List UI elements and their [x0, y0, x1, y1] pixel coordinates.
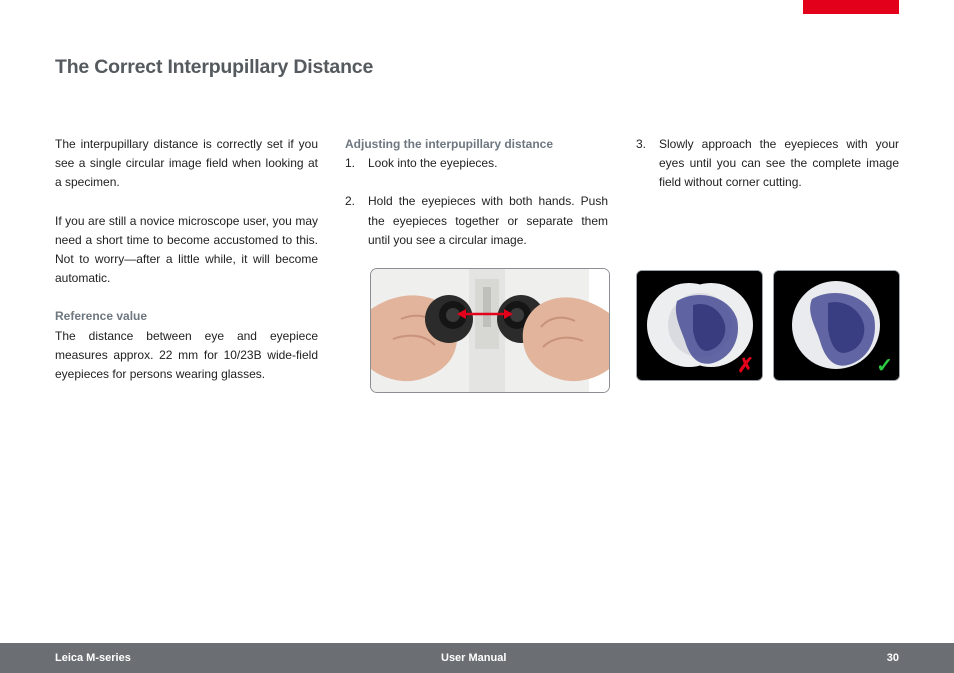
step-text: Hold the eyepieces with both hands. Push the eyepieces together or separate them until you see a circular image. — [368, 194, 608, 247]
footer-product-name: Leica M-series — [55, 652, 131, 664]
intro-paragraph: The interpupillary distance is correctly set if you see a single circular image field when looking at a specimen. — [55, 137, 318, 190]
incorrect-view-image — [636, 270, 763, 381]
left-column — [55, 135, 318, 384]
step-number: 3. — [636, 137, 647, 151]
footer-document-title: User Manual — [441, 652, 507, 664]
right-column — [636, 135, 899, 193]
incorrect-mark-icon: ✗ — [737, 355, 754, 377]
reference-value-text: The distance between eye and eyepiece measures approx. 22 mm for 10/23B wide-field eyepieces for persons wearing glasses. — [55, 328, 318, 382]
middle-column — [345, 135, 608, 250]
step-number: 2. — [345, 194, 356, 209]
page-title: The Correct Interpupillary Distance — [55, 56, 374, 78]
page-footer — [0, 643, 954, 673]
correct-mark-icon: ✓ — [876, 355, 893, 377]
step-text: Slowly approach the eyepieces with your eyes until you can see the complete image field without corner cutting. — [659, 137, 899, 190]
step-item — [636, 135, 899, 193]
header-accent-bar — [803, 0, 899, 14]
step-text: Look into the eyepieces. — [368, 156, 498, 171]
step-number: 1. — [345, 156, 356, 171]
reference-value-heading: Reference value — [55, 309, 148, 324]
novice-paragraph: If you are still a novice microscope user, you may need a short time to become accustomed to this. Not to worry—after a little while, it will become automatic. — [55, 213, 318, 286]
footer-page-number: 30 — [886, 652, 899, 664]
correct-view-image — [773, 270, 900, 381]
eyepiece-adjustment-illustration — [371, 269, 609, 392]
adjusting-heading: Adjusting the interpupillary distance — [345, 137, 554, 151]
step-item — [345, 154, 608, 173]
eyepiece-adjustment-photo — [370, 268, 610, 393]
step-item — [345, 192, 608, 250]
